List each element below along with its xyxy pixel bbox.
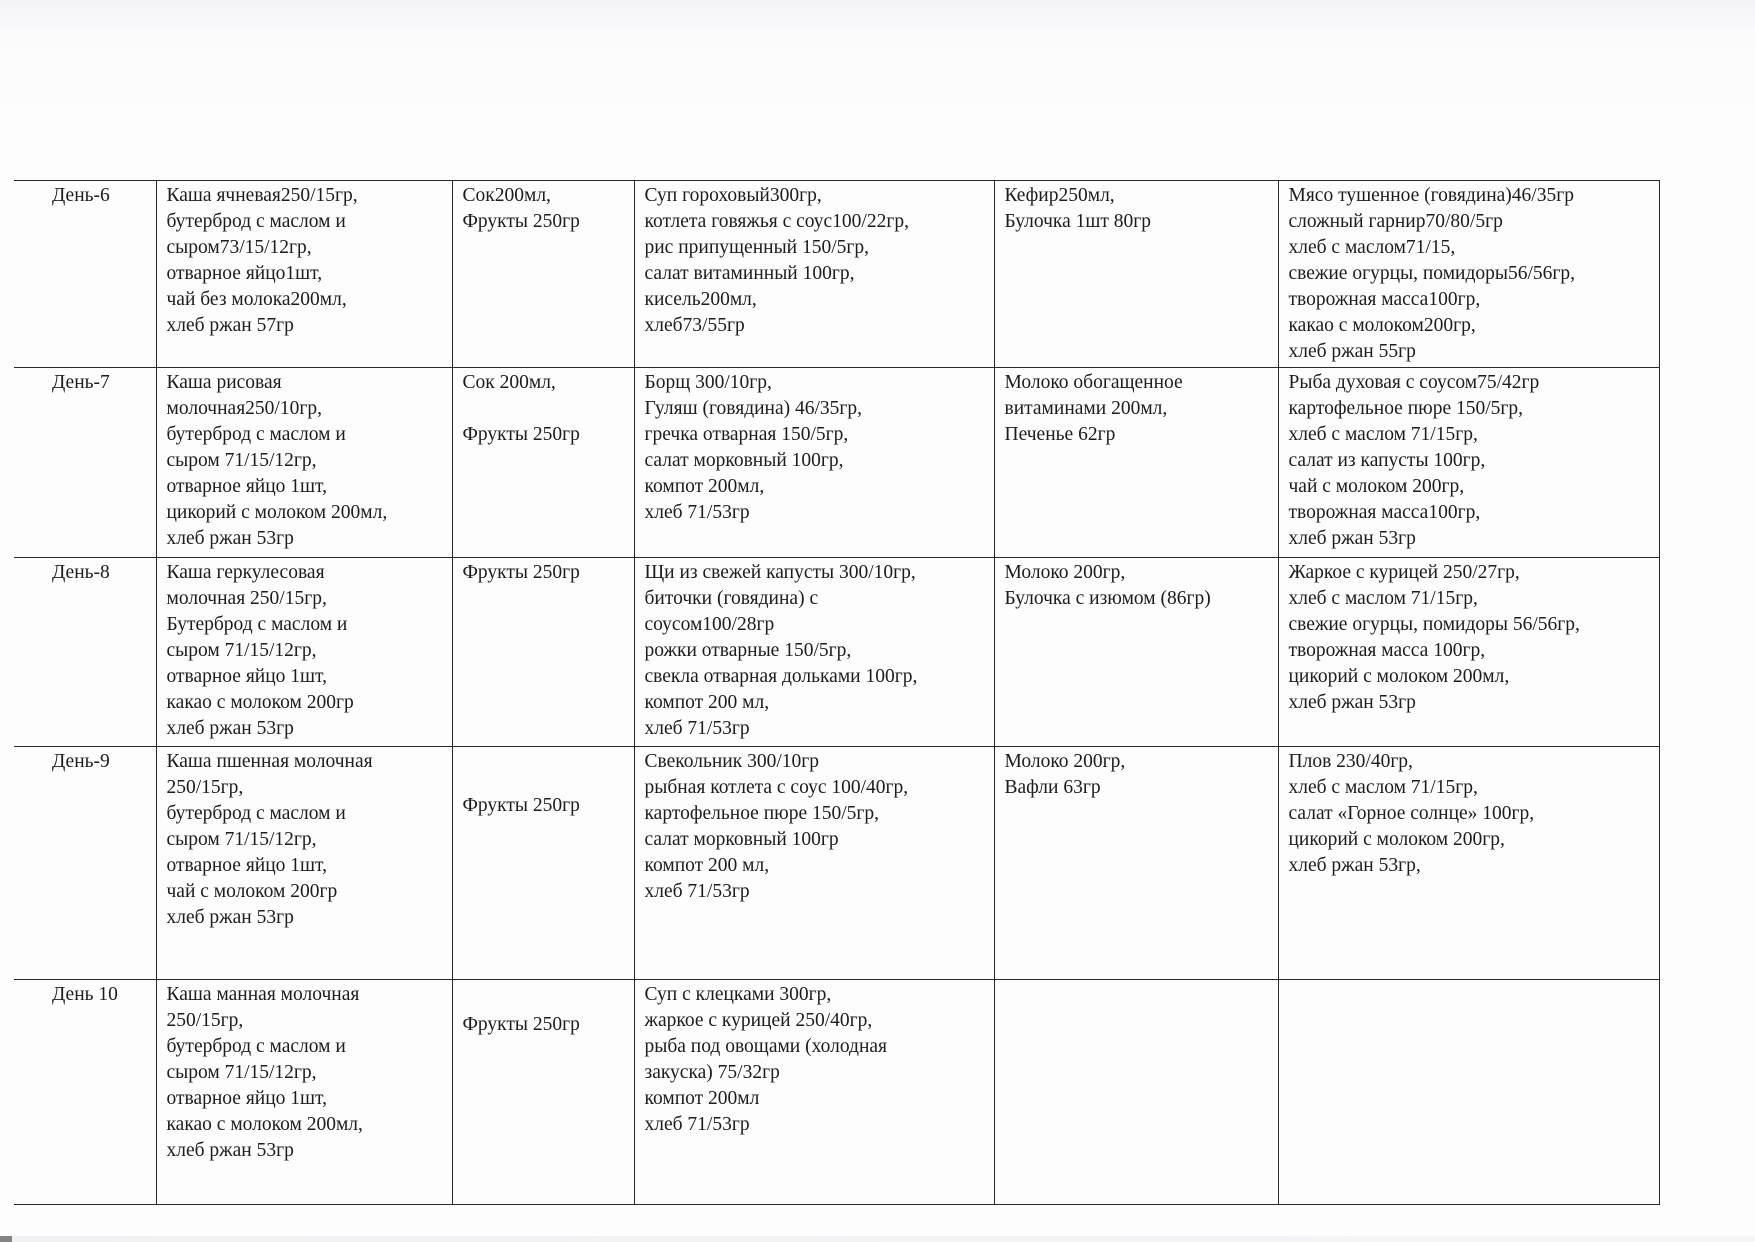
lunch-cell: Суп с клецками 300гр, жаркое с курицей 250/40гр, рыба под овощами (холодная закуска) 75/32гр компот 200мл хлеб 71/53гр [634, 980, 994, 1205]
breakfast-cell: Каша ячневая250/15гр, бутерброд с маслом и сыром73/15/12гр, отварное яйцо1шт, чай без молока200мл, хлеб ржан 57гр [156, 181, 452, 368]
dinner-cell [1278, 980, 1659, 1205]
second-breakfast-cell: Фрукты 250гр [452, 747, 634, 980]
dinner-cell: Плов 230/40гр, хлеб с маслом 71/15гр, салат «Горное солнце» 100гр, цикорий с молоком 200гр, хлеб ржан 53гр, [1278, 747, 1659, 980]
day-cell: День-8 [14, 558, 156, 747]
second-breakfast-cell: Фрукты 250гр [452, 558, 634, 747]
day-cell: День-7 [14, 368, 156, 558]
dinner-cell: Рыба духовая с соусом75/42гр картофельное пюре 150/5гр, хлеб с маслом 71/15гр, салат из капусты 100гр, чай с молоком 200гр, творожная масса100гр, хлеб ржан 53гр [1278, 368, 1659, 558]
scan-edge-mark [0, 1236, 1755, 1242]
snack-cell: Молоко обогащенное витаминами 200мл, Печенье 62гр [994, 368, 1278, 558]
snack-cell: Кефир250мл, Булочка 1шт 80гр [994, 181, 1278, 368]
dinner-cell: Жаркое с курицей 250/27гр, хлеб с маслом 71/15гр, свежие огурцы, помидоры 56/56гр, творожная масса 100гр, цикорий с молоком 200мл, хлеб ржан 53гр [1278, 558, 1659, 747]
snack-cell: Молоко 200гр, Вафли 63гр [994, 747, 1278, 980]
table-row [14, 747, 1659, 980]
dinner-cell: Мясо тушенное (говядина)46/35гр сложный гарнир70/80/5гр хлеб с маслом71/15, свежие огурцы, помидоры56/56гр, творожная масса100гр, какао с молоком200гр, хлеб ржан 55гр [1278, 181, 1659, 368]
breakfast-cell: Каша геркулесовая молочная 250/15гр, Бутерброд с маслом и сыром 71/15/12гр, отварное яйцо 1шт, какао с молоком 200гр хлеб ржан 53гр [156, 558, 452, 747]
day-cell: День-6 [14, 181, 156, 368]
table-row [14, 368, 1659, 558]
lunch-cell: Свекольник 300/10гр рыбная котлета с соус 100/40гр, картофельное пюре 150/5гр, салат морковный 100гр компот 200 мл, хлеб 71/53гр [634, 747, 994, 980]
second-breakfast-cell: Сок 200мл, Фрукты 250гр [452, 368, 634, 558]
table-row [14, 181, 1659, 368]
second-breakfast-cell: Фрукты 250гр [452, 980, 634, 1205]
table-row [14, 980, 1659, 1205]
day-cell: День-9 [14, 747, 156, 980]
second-breakfast-cell: Сок200мл, Фрукты 250гр [452, 181, 634, 368]
menu-table [14, 180, 1660, 1205]
breakfast-cell: Каша манная молочная 250/15гр, бутерброд с маслом и сыром 71/15/12гр, отварное яйцо 1шт, какао с молоком 200мл, хлеб ржан 53гр [156, 980, 452, 1205]
lunch-cell: Щи из свежей капусты 300/10гр, биточки (говядина) с соусом100/28гр рожки отварные 150/5гр, свекла отварная дольками 100гр, компот 200 мл, хлеб 71/53гр [634, 558, 994, 747]
lunch-cell: Борщ 300/10гр, Гуляш (говядина) 46/35гр, гречка отварная 150/5гр, салат морковный 100гр, компот 200мл, хлеб 71/53гр [634, 368, 994, 558]
snack-cell [994, 980, 1278, 1205]
breakfast-cell: Каша пшенная молочная 250/15гр, бутерброд с маслом и сыром 71/15/12гр, отварное яйцо 1шт, чай с молоком 200гр хлеб ржан 53гр [156, 747, 452, 980]
breakfast-cell: Каша рисовая молочная250/10гр, бутерброд с маслом и сыром 71/15/12гр, отварное яйцо 1шт, цикорий с молоком 200мл, хлеб ржан 53гр [156, 368, 452, 558]
table-row [14, 558, 1659, 747]
day-cell: День 10 [14, 980, 156, 1205]
snack-cell: Молоко 200гр, Булочка с изюмом (86гр) [994, 558, 1278, 747]
lunch-cell: Суп гороховый300гр, котлета говяжья с соус100/22гр, рис припущенный 150/5гр, салат витаминный 100гр, кисель200мл, хлеб73/55гр [634, 181, 994, 368]
